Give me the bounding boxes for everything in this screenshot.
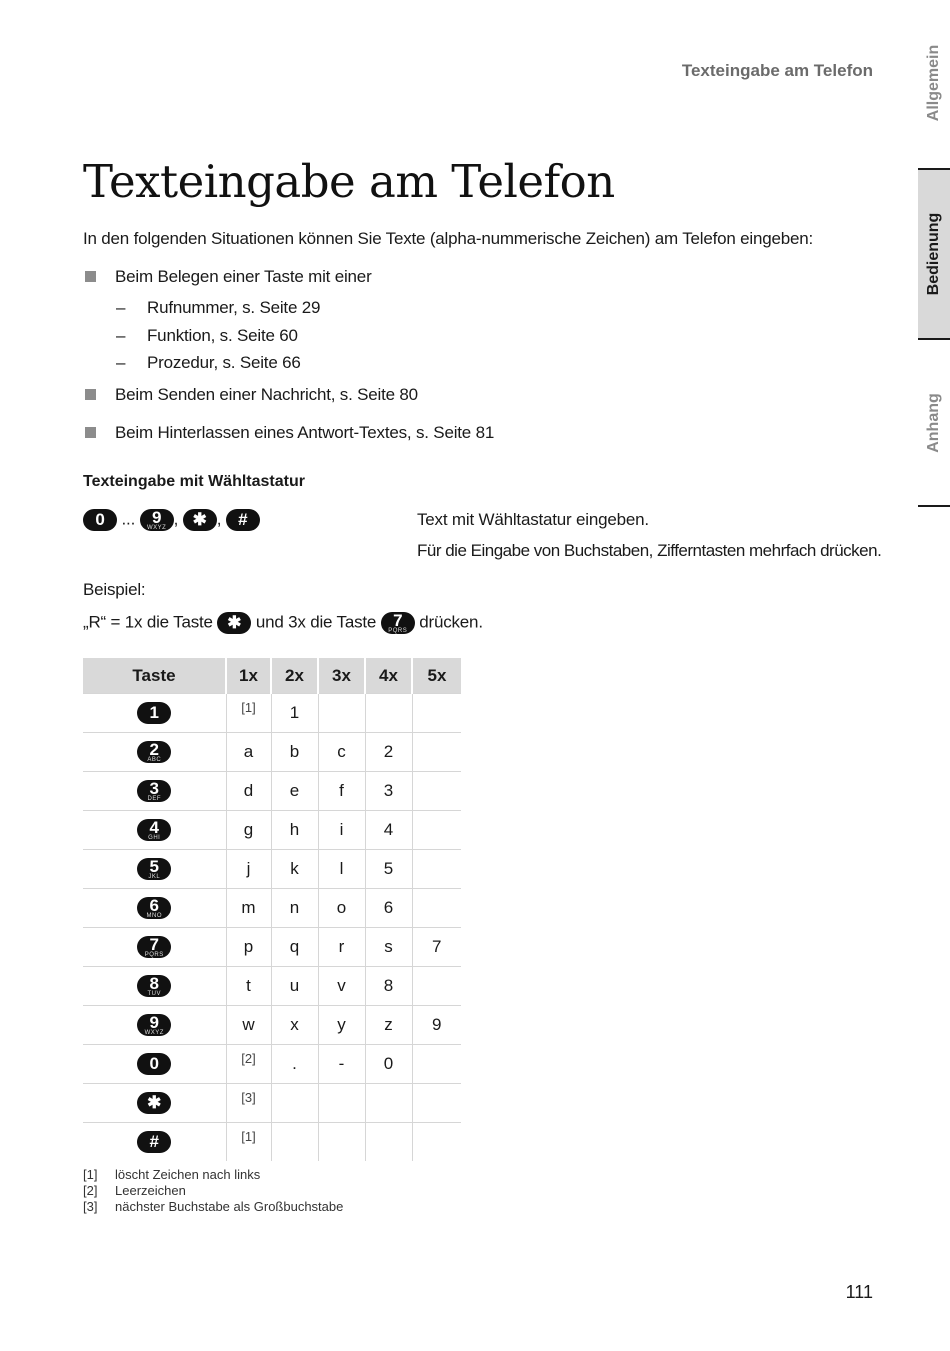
footnote [83,1183,343,1199]
table-cell [318,889,365,928]
cell-value: l [339,859,344,878]
cell-value: z [384,1015,393,1034]
cell-value: v [337,976,346,995]
table-row [83,928,461,967]
table-cell [226,772,271,811]
table-cell [318,850,365,889]
footnote [83,1167,343,1183]
key-cell [83,1084,226,1123]
key-letters: DEF [147,796,161,802]
key-letters: GHI [148,835,161,841]
table-cell [226,811,271,850]
sub-item: Rufnummer, s. Seite 29 [147,298,321,317]
key-hash-icon: # [226,509,260,531]
key-7-icon: 7 PQRS [381,612,415,634]
key-9-icon: 9 WXYZ [140,509,174,531]
example-part: drücken. [419,612,483,632]
key-digit: 9 [149,1013,159,1032]
table-cell [271,1045,318,1084]
table-cell [271,694,318,733]
table-cell [271,967,318,1006]
example-part: „R“ = 1x die Taste [83,612,213,632]
table-row [83,811,461,850]
column-header: 4x [365,658,412,694]
cell-value: y [337,1015,346,1034]
cell-value: k [290,859,299,878]
table-cell [365,967,412,1006]
table-row [83,772,461,811]
table-cell [365,1123,412,1162]
table-cell [318,928,365,967]
table-row [83,1006,461,1045]
key-8-icon [137,975,171,997]
key-cell [83,1006,226,1045]
footnote-mark: [3] [83,1199,98,1214]
cell-value: r [338,937,345,956]
key-digit: 4 [149,818,159,837]
cell-value: t [246,976,251,995]
table-cell [365,811,412,850]
table-cell [412,811,461,850]
bullet-item: Beim Senden einer Nachricht, s. Seite 80 [115,385,418,404]
comma: , [173,509,179,529]
key-digit: 0 [149,1054,159,1073]
table-cell [271,889,318,928]
cell-value: - [338,1054,345,1073]
table-cell [226,1084,271,1123]
table-cell [226,889,271,928]
key-letters: MNO [146,913,162,919]
table-cell [412,967,461,1006]
key-digit: ✱ [147,1093,162,1112]
table-cell [271,1123,318,1162]
footnote-ref: [3] [241,1090,256,1105]
running-header: Texteingabe am Telefon [681,61,873,80]
tab-divider [918,505,950,507]
table-cell [318,1006,365,1045]
intro-text: In den folgenden Situationen können Sie Texte (alpha-nummerische Zeichen) am Telefon eingeben: [83,229,814,248]
table-cell [412,1045,461,1084]
cell-value: 9 [432,1015,442,1034]
table-cell [412,694,461,733]
table-cell [412,772,461,811]
footnote-ref: [2] [241,1051,256,1066]
cell-value: o [336,898,347,917]
sub-item: Funktion, s. Seite 60 [147,326,298,345]
table-cell [226,1006,271,1045]
key-cell [83,694,226,733]
key-digit: 1 [149,703,159,722]
key-letters: TUV [147,991,161,997]
cell-value: . [292,1054,297,1073]
table-cell [412,1006,461,1045]
cell-value: p [243,937,254,956]
key-digit: 3 [149,779,159,798]
column-header: 5x [412,658,461,694]
column-header: Taste [83,658,226,694]
key-letters: PQRS [144,952,164,958]
comma: , [216,509,222,529]
table-cell [318,1045,365,1084]
cell-value: c [337,742,346,761]
footnote-ref: [1] [241,1129,256,1144]
column-header: 2x [271,658,318,694]
page-title: Texteingabe am Telefon [83,155,615,208]
bullet-marker [85,389,96,400]
column-header: 3x [318,658,365,694]
table-header-row [83,658,461,694]
table-cell [412,1084,461,1123]
table-cell [318,1123,365,1162]
cell-value: s [384,937,393,956]
key-digit: 8 [149,974,159,993]
table-row [83,733,461,772]
key-cell [83,889,226,928]
key-5-icon [137,858,171,880]
table-cell [226,694,271,733]
key-digit: 7 [149,935,159,954]
cell-value: x [290,1015,299,1034]
side-tab-bedienung[interactable] [918,170,950,338]
key-table [83,658,461,1161]
footnote-mark: [1] [83,1167,98,1182]
table-cell [271,1084,318,1123]
table-cell [365,1084,412,1123]
table-row [83,1045,461,1084]
table-cell [226,1123,271,1162]
key-7-icon [137,936,171,958]
side-tab-anhang[interactable] [918,340,950,505]
column-header: 1x [226,658,271,694]
table-cell [412,928,461,967]
key-6-icon [137,897,171,919]
bullet-marker [85,271,96,282]
key-2-icon [137,741,171,763]
key-letters: ABC [147,757,162,763]
sub-item: Prozedur, s. Seite 66 [147,353,301,372]
footnote-text: nächster Buchstabe als Großbuchstabe [115,1199,344,1214]
table-row [83,967,461,1006]
footnote-text: löscht Zeichen nach links [115,1167,261,1182]
side-tab-label: Bedienung [925,212,942,296]
table-row [83,1084,461,1123]
key-letters: JKL [148,874,161,880]
table-cell [412,1123,461,1162]
cell-value: g [243,820,254,839]
key-cell [83,1045,226,1084]
table-cell [318,733,365,772]
instruction-text: Für die Eingabe von Buchstaben, Zifferntasten mehrfach drücken. [417,541,882,560]
table-cell [318,1084,365,1123]
key-cell [83,1123,226,1162]
table-cell [412,850,461,889]
key-star-icon: ✱ [183,509,217,531]
key-cell [83,772,226,811]
side-tab-allgemein[interactable] [918,30,950,135]
dash-marker: – [116,326,126,345]
side-tab-label: Allgemein [925,44,942,121]
key-3-icon [137,780,171,802]
table-cell [365,1006,412,1045]
example-part: und 3x die Taste [255,612,377,632]
cell-value: f [339,781,344,800]
cell-value: e [289,781,300,800]
table-cell [318,967,365,1006]
table-cell [365,850,412,889]
side-tab-label: Anhang [925,392,942,453]
cell-value: u [289,976,300,995]
key-cell [83,850,226,889]
dash-marker: – [116,298,126,317]
cell-value: m [241,898,256,917]
table-cell [226,850,271,889]
table-cell [271,811,318,850]
dash-marker: – [116,353,126,372]
key-cell [83,733,226,772]
cell-value: 1 [289,703,300,722]
table-row [83,694,461,733]
table-cell [226,928,271,967]
table-cell [365,694,412,733]
bullet-item: Beim Hinterlassen eines Antwort-Textes, s. Seite 81 [115,423,495,442]
footnote [83,1199,343,1215]
cell-value: 2 [383,742,394,761]
key-cell [83,928,226,967]
key-letters: WXYZ [144,1030,164,1036]
key-1-icon [137,702,171,724]
key-0-icon [137,1053,171,1075]
key-star-icon [137,1092,171,1114]
bullet-marker [85,427,96,438]
key-cell [83,811,226,850]
cell-value: 7 [432,937,442,956]
table-cell [365,889,412,928]
table-cell [271,928,318,967]
table-row [83,850,461,889]
key-star-icon: ✱ [217,612,251,634]
cell-value: 8 [383,976,394,995]
table-cell [226,1045,271,1084]
key-0-icon: 0 [83,509,117,531]
example-label: Beispiel: [83,580,146,599]
cell-value: 0 [383,1054,394,1073]
cell-value: i [339,820,344,839]
footnote-ref: [1] [241,700,256,715]
table-cell [318,772,365,811]
table-cell [318,811,365,850]
table-cell [365,772,412,811]
cell-value: n [289,898,300,917]
instruction-text: Text mit Wähltastatur eingeben. [417,510,649,529]
footnote-text: Leerzeichen [115,1183,186,1198]
cell-value: d [243,781,254,800]
cell-value: w [242,1015,255,1034]
table-cell [365,928,412,967]
table-cell [271,1006,318,1045]
table-cell [271,850,318,889]
table-cell [365,1045,412,1084]
cell-value: q [289,937,300,956]
table-cell [412,889,461,928]
table-cell [226,967,271,1006]
key-4-icon [137,819,171,841]
table-cell [318,694,365,733]
table-cell [226,733,271,772]
page-number: 111 [845,1282,873,1302]
cell-value: a [243,742,254,761]
bullet-item: Beim Belegen einer Taste mit einer [115,267,372,286]
table-cell [271,772,318,811]
key-cell [83,967,226,1006]
table-cell [271,733,318,772]
table-row [83,1123,461,1162]
cell-value: 4 [383,820,394,839]
keys-line [83,509,260,531]
key-digit: 2 [149,740,159,759]
footnotes [83,1167,343,1215]
table-cell [412,733,461,772]
key-hash-icon [137,1131,171,1153]
cell-value: h [289,820,300,839]
table-row [83,889,461,928]
table-cell [365,733,412,772]
key-digit: # [149,1132,159,1151]
ellipsis: ... [121,509,136,529]
cell-value: j [246,859,251,878]
example-text [83,612,483,634]
cell-value: 6 [383,898,394,917]
key-digit: 5 [149,857,159,876]
cell-value: b [289,742,300,761]
cell-value: 3 [383,781,394,800]
key-9-icon [137,1014,171,1036]
section-heading: Texteingabe mit Wähltastatur [83,473,305,490]
key-digit: 6 [149,896,159,915]
cell-value: 5 [383,859,394,878]
footnote-mark: [2] [83,1183,98,1198]
